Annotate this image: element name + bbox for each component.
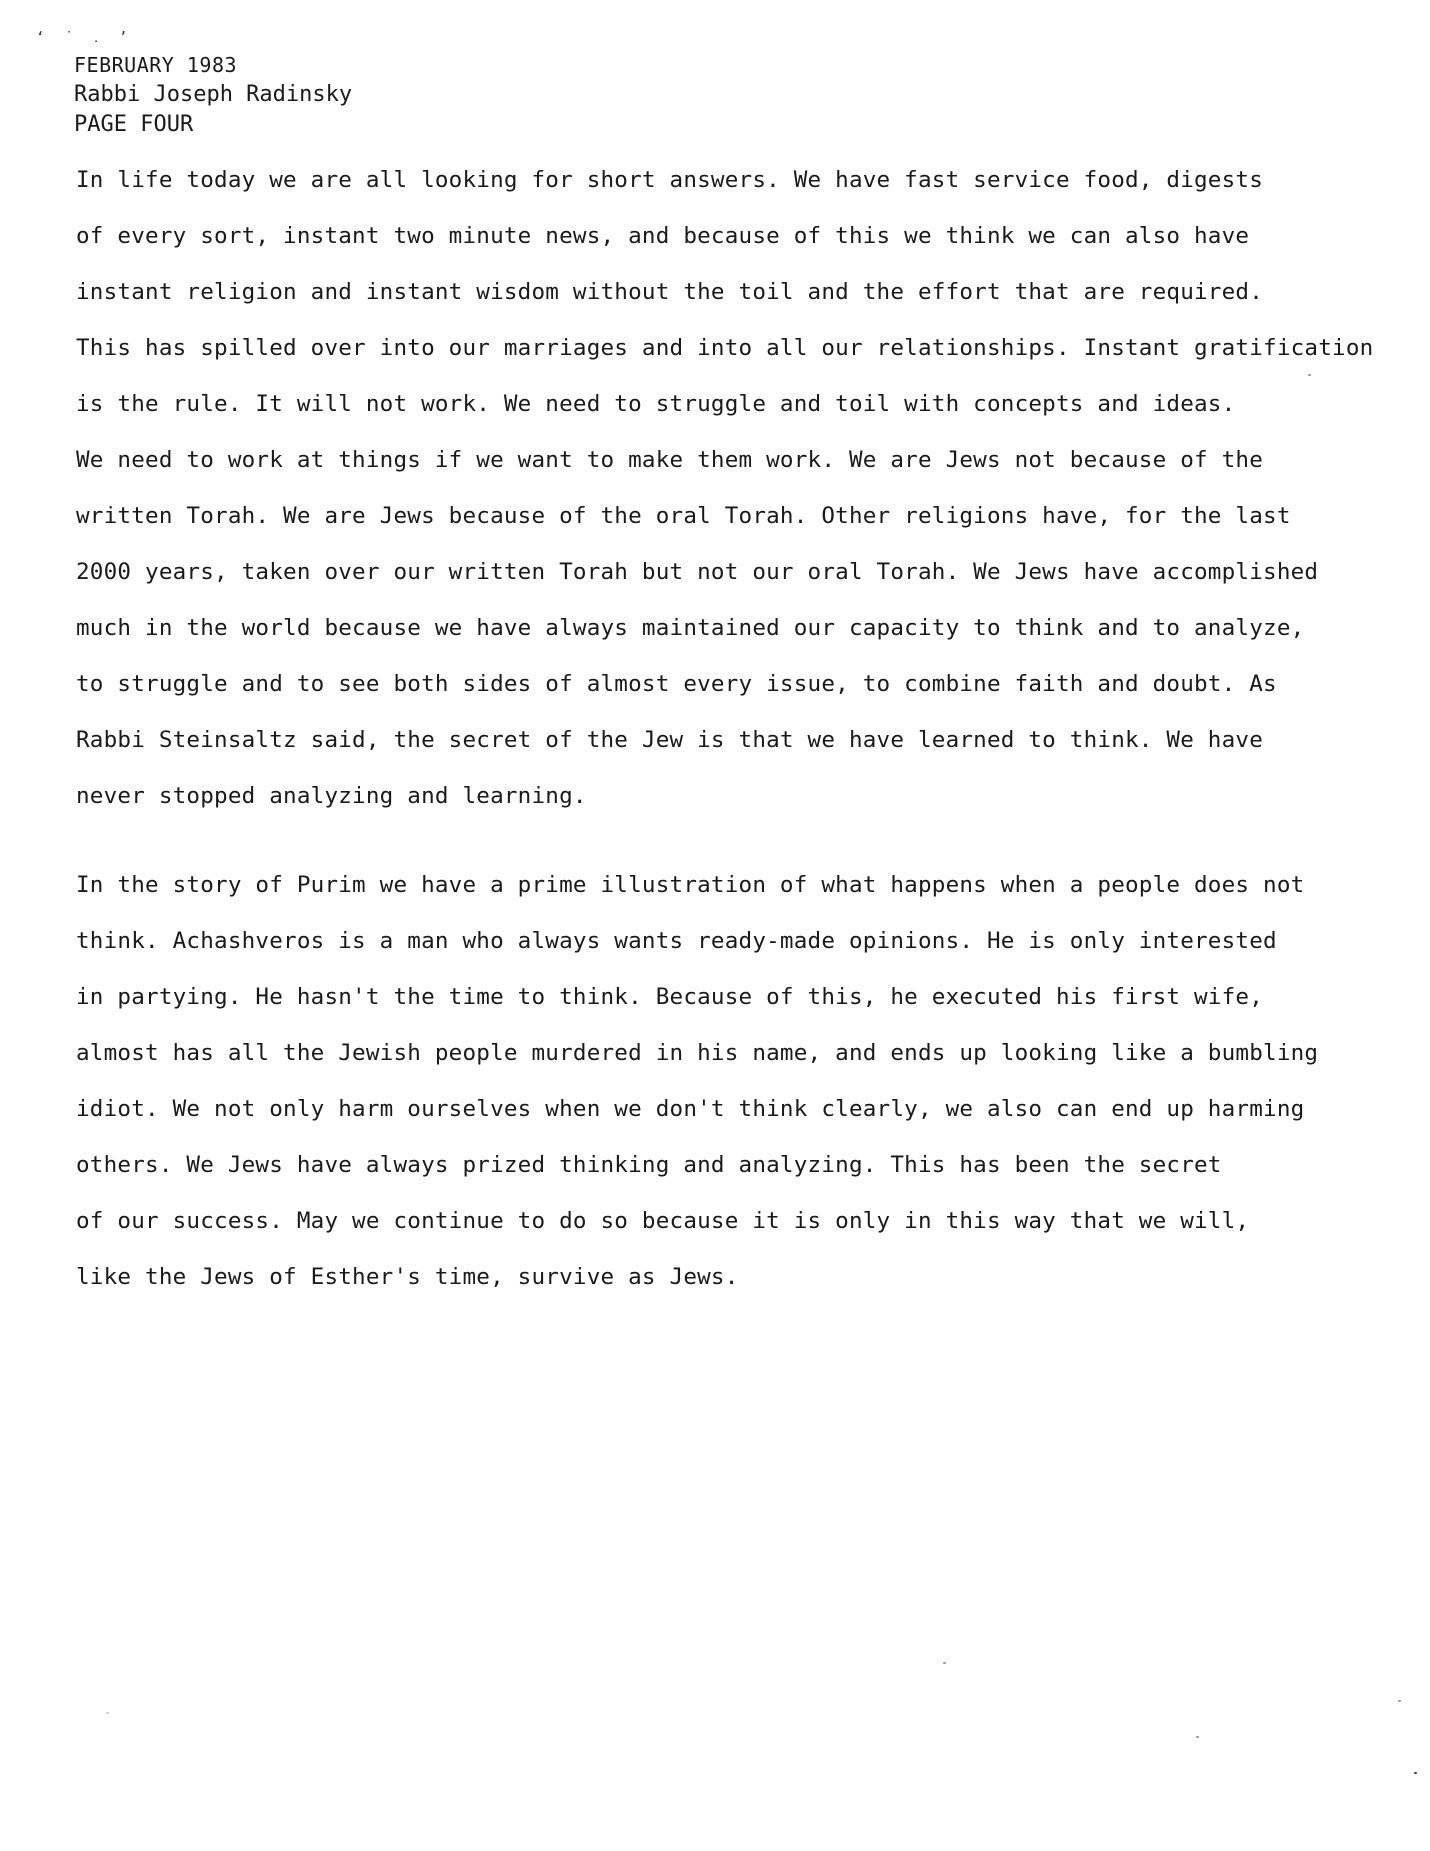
- header-date: FEBRUARY 1983: [74, 53, 238, 77]
- scan-speck: [1196, 1736, 1199, 1738]
- paragraph-line: In life today we are all looking for short answers. We have fast service food, digests: [76, 167, 1264, 193]
- paragraph-line: Rabbi Steinsaltz said, the secret of the Jew is that we have learned to think. We have: [76, 727, 1264, 753]
- paragraph-line: almost has all the Jewish people murdered in his name, and ends up looking like a bumbling: [76, 1040, 1319, 1066]
- paragraph-line: written Torah. We are Jews because of the oral Torah. Other religions have, for the last: [76, 503, 1291, 529]
- paragraph-line: 2000 years, taken over our written Torah but not our oral Torah. We Jews have accomplished: [76, 559, 1319, 585]
- paragraph-line: of every sort, instant two minute news, and because of this we think we can also have: [76, 223, 1250, 249]
- scan-speck: [1414, 1772, 1417, 1774]
- paragraph-line: in partying. He hasn't the time to think. Because of this, he executed his first wife,: [76, 984, 1264, 1010]
- letter-header: [74, 50, 352, 140]
- paragraph-line: is the rule. It will not work. We need to struggle and toil with concepts and ideas.: [76, 391, 1236, 417]
- paragraph-line: We need to work at things if we want to make them work. We are Jews not because of the: [76, 447, 1264, 473]
- paragraph-line: In the story of Purim we have a prime illustration of what happens when a people does not: [76, 872, 1305, 898]
- header-author: Rabbi Joseph Radinsky: [74, 82, 353, 107]
- paragraph-line: of our success. May we continue to do so because it is only in this way that we will,: [76, 1208, 1250, 1234]
- paragraph-line: idiot. We not only harm ourselves when we don't think clearly, we also can end up harming: [76, 1096, 1305, 1122]
- scan-speck: [1308, 374, 1311, 376]
- paragraph-line: This has spilled over into our marriages and into all our relationships. Instant gratification: [76, 335, 1374, 361]
- paragraph-1: [76, 152, 1373, 824]
- paragraph-line: others. We Jews have always prized thinking and analyzing. This has been the secret: [76, 1152, 1222, 1178]
- scan-speck: [106, 1712, 109, 1714]
- scan-speck: [1398, 1700, 1401, 1702]
- paragraph-line: much in the world because we have always maintained our capacity to think and to analyze,: [76, 615, 1305, 641]
- paragraph-line: think. Achashveros is a man who always wants ready-made opinions. He is only interested: [76, 928, 1277, 954]
- paragraph-line: like the Jews of Esther's time, survive as Jews.: [76, 1264, 739, 1290]
- paragraph-line: instant religion and instant wisdom without the toil and the effort that are required.: [76, 279, 1264, 305]
- header-page-label: PAGE FOUR: [74, 112, 194, 137]
- paragraph-2: [76, 857, 1318, 1305]
- corner-specks: ‘ ˙ ․ ’: [36, 30, 134, 46]
- scan-speck: [943, 1662, 946, 1664]
- paragraph-line: to struggle and to see both sides of almost every issue, to combine faith and doubt. As: [76, 671, 1277, 697]
- paragraph-line: never stopped analyzing and learning.: [76, 783, 587, 809]
